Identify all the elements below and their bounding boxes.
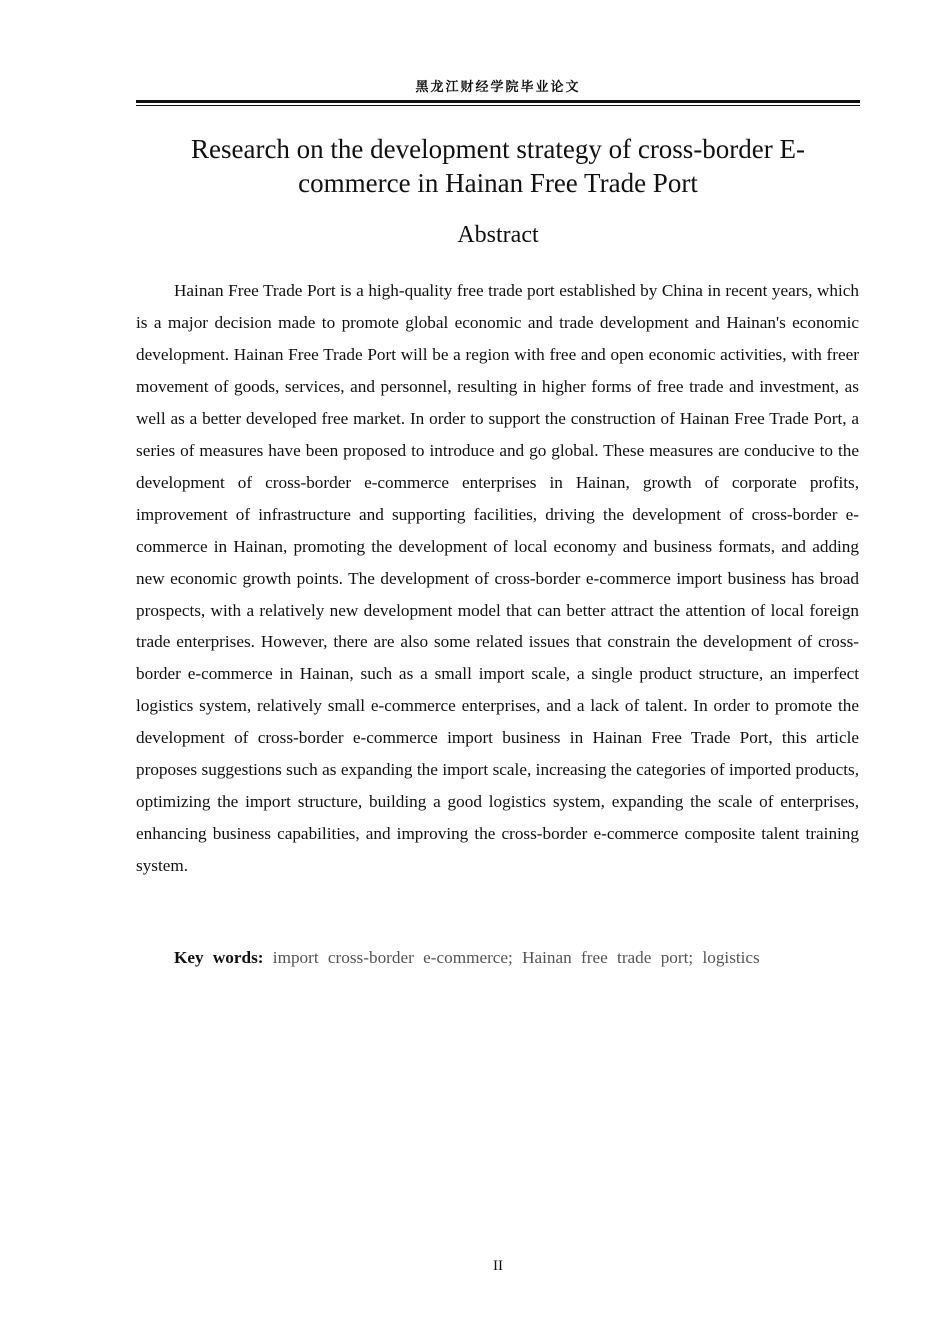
header-rule-thick bbox=[136, 100, 860, 103]
keywords-text: import cross-border e-commerce; Hainan free trade port; logistics bbox=[272, 948, 760, 967]
paper-title-line-1: Research on the development strategy of cross-border E- bbox=[190, 134, 806, 164]
page-number: II bbox=[493, 1258, 503, 1274]
running-header: 黑龙江财经学院毕业论文 bbox=[415, 80, 581, 95]
paper-title bbox=[136, 132, 860, 200]
paper-title-line-2: commerce in Hainan Free Trade Port bbox=[298, 168, 698, 198]
abstract-body: Hainan Free Trade Port is a high-quality free trade port established by China in recent years, which is a major decision made to promote global economic and trade development and Hainan's economic development. Hainan Free Trade Port will be a region with free and open economic activities, with freer movement of goods, services, and personnel, resulting in higher forms of free trade and investment, as well as a better developed free market. In order to support the construction of Hainan Free Trade Port, a series of measures have been proposed to introduce and go global. These measures are conducive to the development of cross-border e-commerce enterprises in Hainan, growth of corporate profits, improvement of infrastructure and supporting facilities, driving the development of cross-border e-commerce in Hainan, promoting the development of local economy and business formats, and adding new economic growth points. The development of cross-border e-commerce import business has broad prospects, with a relatively new development model that can better attract the attention of local foreign trade enterprises. However, there are also some related issues that constrain the development of cross-border e-commerce in Hainan, such as a small import scale, a single product structure, an imperfect logistics system, relatively small e-commerce enterprises, and a lack of talent. In order to promote the development of cross-border e-commerce import business in Hainan Free Trade Port, this article proposes suggestions such as expanding the import scale, increasing the categories of imported products, optimizing the import structure, building a good logistics system, expanding the scale of enterprises, enhancing business capabilities, and improving the cross-border e-commerce composite talent training system. bbox=[136, 281, 859, 876]
keywords-line bbox=[174, 944, 864, 972]
header-rule-thin bbox=[136, 105, 860, 106]
keywords-label: Key words: bbox=[174, 948, 264, 967]
abstract-heading: Abstract bbox=[457, 222, 539, 248]
